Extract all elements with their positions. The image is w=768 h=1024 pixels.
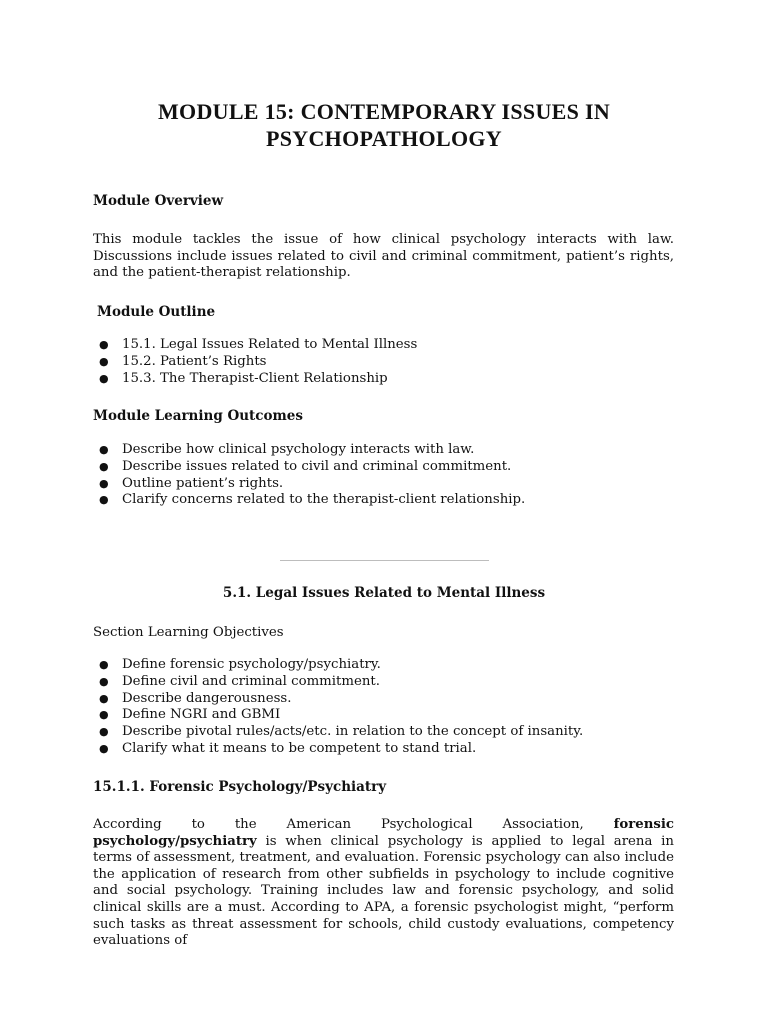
list-item: ● Define forensic psychology/psychiatry. [99, 657, 381, 672]
bullet-icon: ● [99, 741, 109, 755]
bullet-icon: ● [99, 476, 109, 490]
outcomes-heading: Module Learning Outcomes [93, 408, 303, 424]
outcomes-list [93, 442, 525, 509]
section-objectives-label: Section Learning Objectives [93, 625, 284, 640]
overview-heading: Module Overview [93, 193, 224, 209]
objectives-list [93, 657, 583, 758]
list-item: ● Clarify concerns related to the therapist-client relationship. [99, 492, 526, 508]
paragraph-rest: terms of assessment, treatment, and evaluation. Forensic psychology can also include the application of research from other subfields in psychology to include cognitive and social psychology. Training includes law and forensic psychology, and solid clinical skills are a must. According to APA, a forensic psychologist might, “perform such tasks as threat assessment for schools, child custody evaluations, competency evaluations of [93, 850, 674, 949]
outline-heading: Module Outline [97, 304, 216, 320]
forensic-paragraph [93, 817, 674, 950]
subsection-heading: 15.1.1. Forensic Psychology/Psychiatry [93, 779, 387, 795]
list-item: ● Define civil and criminal commitment. [99, 673, 380, 689]
bullet-icon: ● [99, 674, 109, 688]
paragraph-line-1: According to the American Psychological Association, forensic [93, 817, 674, 832]
outline-list [93, 337, 417, 387]
list-item: ● Clarify what it means to be competent to stand trial. [99, 740, 477, 756]
page-title [60, 98, 708, 152]
list-item: ● Describe pivotal rules/acts/etc. in relation to the concept of insanity. [99, 724, 584, 740]
section-divider [280, 560, 489, 561]
section-heading: 5.1. Legal Issues Related to Mental Illness [222, 585, 546, 601]
bullet-icon: ● [99, 371, 109, 385]
list-item: ● 15.1. Legal Issues Related to Mental Illness [99, 337, 418, 352]
bullet-icon: ● [99, 691, 109, 705]
bullet-icon: ● [99, 708, 109, 722]
bullet-icon: ● [99, 493, 109, 507]
bullet-icon: ● [99, 443, 109, 456]
list-item: ● 15.3. The Therapist-Client Relationship [99, 370, 388, 386]
list-item: ● Outline patient’s rights. [99, 475, 284, 491]
page-title-line-2: PSYCHOPATHOLOGY [266, 126, 502, 151]
bullet-icon: ● [99, 338, 109, 351]
bullet-icon: ● [99, 725, 109, 739]
paragraph-line-2: psychology/psychiatry is when clinical psychology is applied to legal arena in [93, 833, 674, 849]
bullet-icon: ● [99, 354, 109, 368]
list-item: ● Describe issues related to civil and criminal commitment. [99, 458, 512, 474]
bullet-icon: ● [99, 459, 109, 473]
list-item: ● Describe how clinical psychology interacts with law. [99, 442, 475, 457]
list-item: ● 15.2. Patient’s Rights [99, 353, 267, 369]
overview-paragraph: This module tackles the issue of how clinical psychology interacts with law. Discussions include issues related to civil and criminal commitment, patient’s rights, and the patient-therapist relationship. [93, 232, 674, 281]
list-item: ● Define NGRI and GBMI [99, 707, 281, 723]
list-item: ● Describe dangerousness. [99, 690, 292, 706]
bullet-icon: ● [99, 658, 109, 671]
page-title-line-1: MODULE 15: CONTEMPORARY ISSUES IN [157, 99, 611, 124]
